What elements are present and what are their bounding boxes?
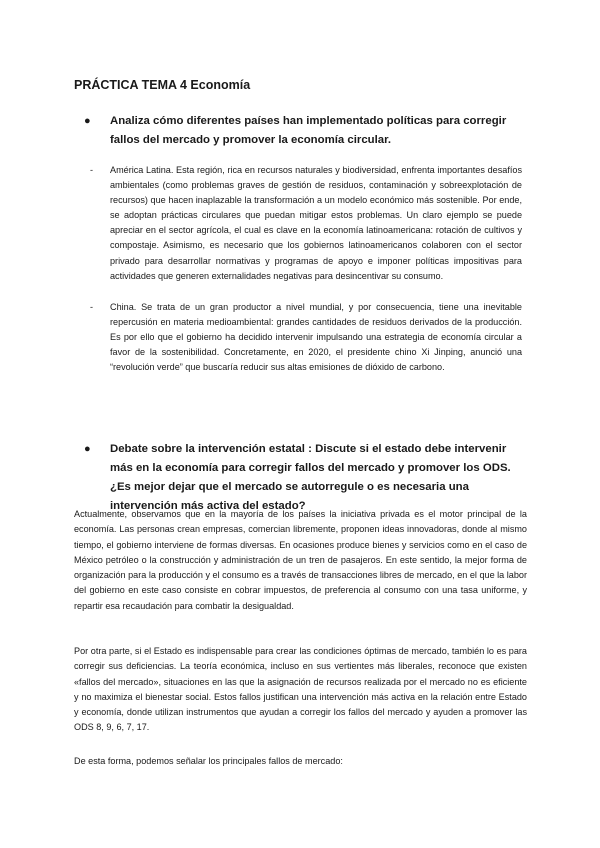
question-2-text: Debate sobre la intervención estatal : Discute si el estado debe intervenir más en la economía para corregir fallos del mercado y promover los ODS. ¿Es mejor dejar que el mercado se autorregule o es necesaria una intervención más activa del estado? xyxy=(110,443,511,512)
document-title: PRÁCTICA TEMA 4 Economía xyxy=(74,78,251,92)
dash-marker: - xyxy=(90,302,94,312)
example-latin-america xyxy=(90,163,522,284)
bullet-icon: ● xyxy=(84,443,91,455)
paragraph-3: De esta forma, podemos señalar los principales fallos de mercado: xyxy=(74,756,343,766)
example-text: China. Se trata de un gran productor a nivel mundial, y por consecuencia, tiene una inevitable repercusión en materia medioambiental: grandes cantidades de residuos derivados de la producción. Es por ello que el gobierno ha decidido intervenir impulsando una estrategia de economía circular a favor de la sostenibilidad. Concretamente, en 2020, el presidente chino Xi Jinping, anunció una “revolución verde” que buscaría reducir sus altas emisiones de dióxido de carbono. xyxy=(110,302,522,373)
paragraph-2: Por otra parte, si el Estado es indispensable para crear las condiciones óptimas de mercado, también lo es para corregir sus deficiencias. La teoría económica, incluso en sus vertientes más liberales, reconoce que existen «fallos del mercado», situaciones en las que la asignación de recursos realizada por el mercado no es eficiente y no maximiza el bienestar social. Estos fallos justifican una intervención más activa en la relación entre Estado y economía, donde utilizan instrumentos que ayudan a corregir los fallos del mercado y ayuden a promover las ODS 8, 9, 6, 7, 17. xyxy=(74,646,527,733)
paragraph-1: Actualmente, observamos que en la mayoría de los países la iniciativa privada es el motor principal de la economía. Las personas crean empresas, comercian libremente, proponen ideas innovadoras, donde al mismo tiempo, el gobierno interviene de formas diversas. En ocasiones produce bienes y servicios como en el caso de México petróleo o la construcción y administración de un tren de pasajeros. En este sentido, la mejor forma de organización para la producción y el consumo es a través de transacciones libres de mercado, en el que la labor del gobierno en este caso consiste en cobrar impuestos, de preferencia al consumo con una tasa uniforme, y repartir esa recaudación para combatir la desigualdad. xyxy=(74,509,527,611)
bullet-icon: ● xyxy=(84,115,91,127)
example-text: América Latina. Esta región, rica en recursos naturales y biodiversidad, enfrenta importantes desafíos ambientales (como problemas graves de gestión de residuos, contaminación y sobreexplotación de recursos) que hacen inaplazable la transformación a un modelo económico más sostenible. Por ende, se adoptan prácticas circulares que puedan mitigar estos problemas. Un claro ejemplo se puede apreciar en el sector agrícola, el cual es clave en la economía latinoamericana: rotación de cultivos y compostaje. Asimismo, es necesario que los gobiernos latinoamericanos colaboren con el sector privado para desarrollar normativas y programas de apoyo e imponer políticas impositivas para actividades que generen externalidades negativas para desincentivar su consumo. xyxy=(110,165,522,281)
question-1-text: Analiza cómo diferentes países han implementado políticas para corregir fallos del mercado y promover la economía circular. xyxy=(110,115,507,146)
dash-marker: - xyxy=(90,165,94,175)
example-china xyxy=(90,300,522,375)
question-1 xyxy=(84,112,530,150)
question-2 xyxy=(84,440,530,516)
